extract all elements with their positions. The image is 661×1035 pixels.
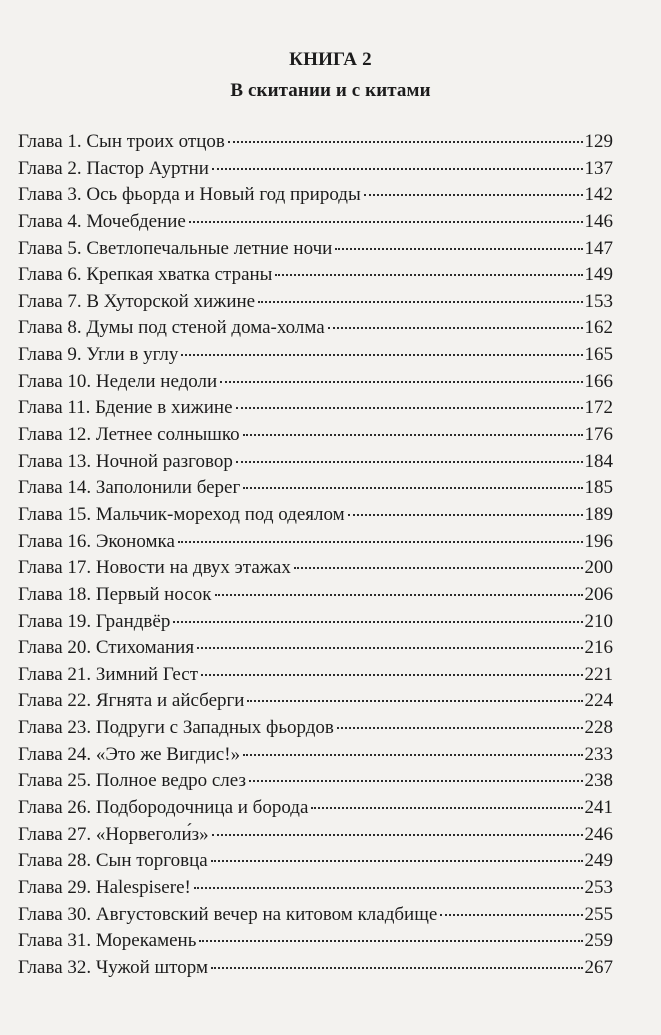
toc-entry [18,557,613,584]
dot-leader [212,834,583,836]
toc-entry [18,451,613,478]
toc-entry [18,584,613,611]
dot-leader [243,487,582,489]
toc-entry [18,957,613,984]
toc-entry-title: Глава 14. Заполонили берег [18,477,241,499]
book-title: КНИГА 2 [289,49,372,70]
dot-leader [197,647,582,649]
toc-entry-page: 176 [584,424,613,446]
toc-entry-page: 255 [584,903,613,925]
toc-entry-title: Глава 6. Крепкая хватка страны [18,264,273,286]
toc-entry-page: 206 [584,583,613,605]
toc-entry [18,797,613,824]
toc-entry-page: 142 [584,184,613,206]
toc-entry-page: 216 [584,637,613,659]
toc-entry [18,904,613,931]
toc-entry [18,504,613,531]
toc-entry-page: 224 [584,690,613,712]
dot-leader [335,248,582,250]
toc-entry-title: Глава 24. «Это же Вигдис!» [18,743,241,765]
toc-entry-title: Глава 27. «Норвеголи́з» [18,823,209,845]
dot-leader [440,914,582,916]
toc-entry [18,690,613,717]
toc-entry [18,317,613,344]
toc-entry-title: Глава 21. Зимний Гест [18,663,199,685]
dot-leader [194,887,583,889]
toc-entry-title: Глава 31. Морекамень [18,930,197,952]
toc-entry-page: 267 [584,956,613,978]
toc-entry-title: Глава 26. Подбородочница и борода [18,797,309,819]
dot-leader [236,461,583,463]
dot-leader [247,700,582,702]
toc-entry-title: Глава 22. Ягнята и айсберги [18,690,245,712]
toc-entry-page: 137 [584,157,613,179]
dot-leader [249,780,583,782]
toc-entry [18,664,613,691]
toc-entry-title: Глава 13. Ночной разговор [18,450,233,472]
toc-entry [18,371,613,398]
dot-leader [275,274,582,276]
toc-entry-page: 246 [584,823,613,845]
page-header [0,48,661,104]
toc-entry-title: Глава 3. Ось фьорда и Новый год природы [18,184,361,206]
toc-entry-title: Глава 29. Halespisere! [18,876,191,898]
toc-entry [18,770,613,797]
dot-leader [178,541,583,543]
toc-entry-page: 165 [584,344,613,366]
dot-leader [211,967,583,969]
dot-leader [328,327,583,329]
toc-entry-page: 196 [584,530,613,552]
toc-entry-page: 210 [584,610,613,632]
toc-entry-title: Глава 20. Стихомания [18,637,195,659]
dot-leader [258,301,582,303]
toc-entry [18,477,613,504]
toc-entry-page: 166 [584,370,613,392]
toc-entry [18,637,613,664]
toc-entry-page: 147 [584,237,613,259]
toc-entry [18,611,613,638]
dot-leader [199,940,582,942]
toc-entry [18,211,613,238]
toc-entry [18,824,613,851]
toc-entry-title: Глава 10. Недели недоли [18,370,218,392]
dot-leader [189,221,583,223]
toc-entry [18,344,613,371]
dot-leader [311,807,582,809]
dot-leader [211,860,583,862]
dot-leader [220,381,582,383]
toc-entry [18,184,613,211]
toc-entry-title: Глава 1. Сын троих отцов [18,131,225,152]
toc-entry [18,238,613,265]
toc-entry-page: 129 [584,131,613,152]
dot-leader [236,407,583,409]
dot-leader [243,754,582,756]
dot-leader [215,594,583,596]
toc-entry [18,158,613,185]
dot-leader [228,141,583,143]
toc-entry-title: Глава 25. Полное ведро слез [18,770,246,792]
toc-entry [18,397,613,424]
toc-entry-page: 259 [584,930,613,952]
dot-leader [173,621,582,623]
toc-entry-title: Глава 32. Чужой шторм [18,956,208,978]
dot-leader [348,514,583,516]
toc-entry [18,717,613,744]
toc-entry [18,850,613,877]
toc-entry-page: 241 [584,797,613,819]
toc-entry [18,744,613,771]
toc-entry-title: Глава 30. Августовский вечер на китовом кладбище [18,903,438,925]
toc-entry-title: Глава 16. Экономка [18,530,175,552]
toc-entry-page: 172 [584,397,613,419]
toc-entry-title: Глава 12. Летнее солнышко [18,424,240,446]
dot-leader [294,567,583,569]
toc-entry-page: 185 [584,477,613,499]
book-subtitle: В скитании и с китами [230,80,431,101]
toc-entry-title: Глава 17. Новости на двух этажах [18,557,291,579]
toc-entry-title: Глава 7. В Хуторской хижине [18,290,256,312]
dot-leader [212,168,583,170]
toc-entry-title: Глава 5. Светлопечальные летние ночи [18,237,333,259]
toc-entry-title: Глава 8. Думы под стеной дома-холма [18,317,325,339]
toc-entry [18,291,613,318]
toc-entry-page: 238 [584,770,613,792]
toc-entry-title: Глава 15. Мальчик-мореход под одеялом [18,503,345,525]
toc-entry-title: Глава 19. Грандвёр [18,610,171,632]
dot-leader [337,727,583,729]
table-of-contents [18,131,613,984]
toc-entry-page: 184 [584,450,613,472]
toc-entry [18,877,613,904]
toc-entry-page: 162 [584,317,613,339]
toc-entry-title: Глава 4. Мочебдение [18,210,186,232]
dot-leader [364,194,583,196]
toc-entry-page: 253 [584,876,613,898]
toc-entry-title: Глава 28. Сын торговца [18,850,208,872]
toc-entry-page: 221 [584,663,613,685]
toc-entry [18,424,613,451]
toc-entry [18,930,613,957]
toc-entry-page: 228 [584,717,613,739]
toc-entry [18,131,613,158]
toc-entry-page: 146 [584,210,613,232]
toc-entry [18,531,613,558]
toc-entry-title: Глава 2. Пастор Ауртни [18,157,209,179]
toc-entry-page: 200 [584,557,613,579]
toc-entry-page: 153 [584,290,613,312]
toc-entry-page: 149 [584,264,613,286]
toc-entry-title: Глава 9. Угли в углу [18,344,179,366]
dot-leader [243,434,583,436]
toc-entry-page: 249 [584,850,613,872]
toc-entry-title: Глава 23. Подруги с Западных фьордов [18,717,334,739]
toc-entry-title: Глава 18. Первый носок [18,583,212,605]
toc-entry-page: 233 [584,743,613,765]
dot-leader [181,354,582,356]
toc-entry [18,264,613,291]
dot-leader [201,674,582,676]
toc-entry-title: Глава 11. Бдение в хижине [18,397,233,419]
toc-entry-page: 189 [584,503,613,525]
